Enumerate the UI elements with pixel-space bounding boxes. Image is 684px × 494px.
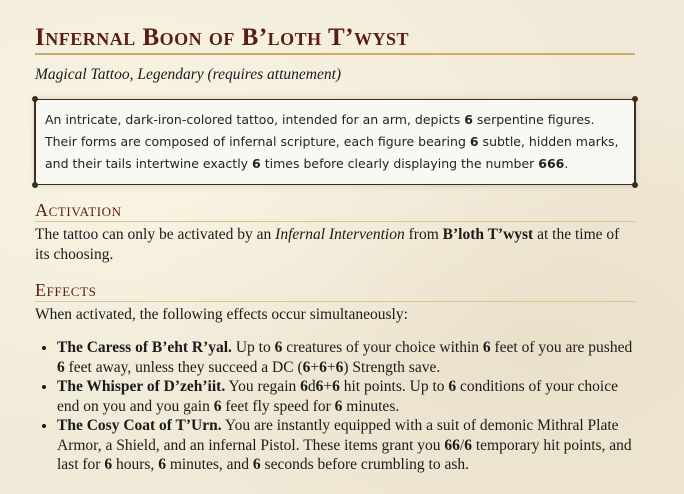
description-box: [35, 99, 635, 185]
item-subtitle: Magical Tattoo, Legendary (requires attunement): [35, 66, 342, 83]
box-corner-dot: [632, 182, 638, 188]
title-rule: [35, 53, 635, 55]
box-left-edge: [34, 97, 36, 187]
box-right-edge: [634, 97, 636, 187]
activation-text: The tattoo can only be activated by an Infernal Intervention from B’loth T’wyst at the time of its choosing.: [35, 226, 620, 263]
box-corner-dot: [632, 96, 638, 102]
effect-cosy-coat: • The Cosy Coat of T’Urn. You are instantly equipped with a suit of demonic Mithral Plate Armor, a Shield, and an infernal Pistol. These items grant you 66/6 temporary hit points, and last for 6 hours, 6 minutes, and 6 seconds before crumbling to ash.: [57, 416, 635, 475]
description-text: An intricate, dark-iron-colored tattoo, intended for an arm, depicts 6 serpentine figures. Their forms are composed of infernal scripture, each figure bearing 6 subtle, hidden marks, and their tails intertwine exactly 6 times before clearly displaying the number 666.: [45, 112, 619, 171]
item-title: Infernal Boon of B’loth T’wyst: [35, 24, 409, 51]
effect-whisper: • The Whisper of D’zeh’iit. You regain 6d6+6 hit points. Up to 6 conditions of your choice end on you and you gain 6 feet fly speed for 6 minutes.: [57, 377, 635, 416]
effects-intro: When activated, the following effects occur simultaneously:: [35, 306, 408, 323]
effects-heading: Effects: [35, 279, 635, 302]
effect-caress: • The Caress of B’eht R’yal. Up to 6 creatures of your choice within 6 feet of you are pushed 6 feet away, unless they succeed a DC (6+6+6) Strength save.: [57, 338, 635, 377]
activation-heading: Activation: [35, 199, 635, 222]
item-card: [35, 24, 635, 475]
box-corner-dot: [32, 96, 38, 102]
box-corner-dot: [32, 182, 38, 188]
effects-list: [35, 338, 635, 475]
